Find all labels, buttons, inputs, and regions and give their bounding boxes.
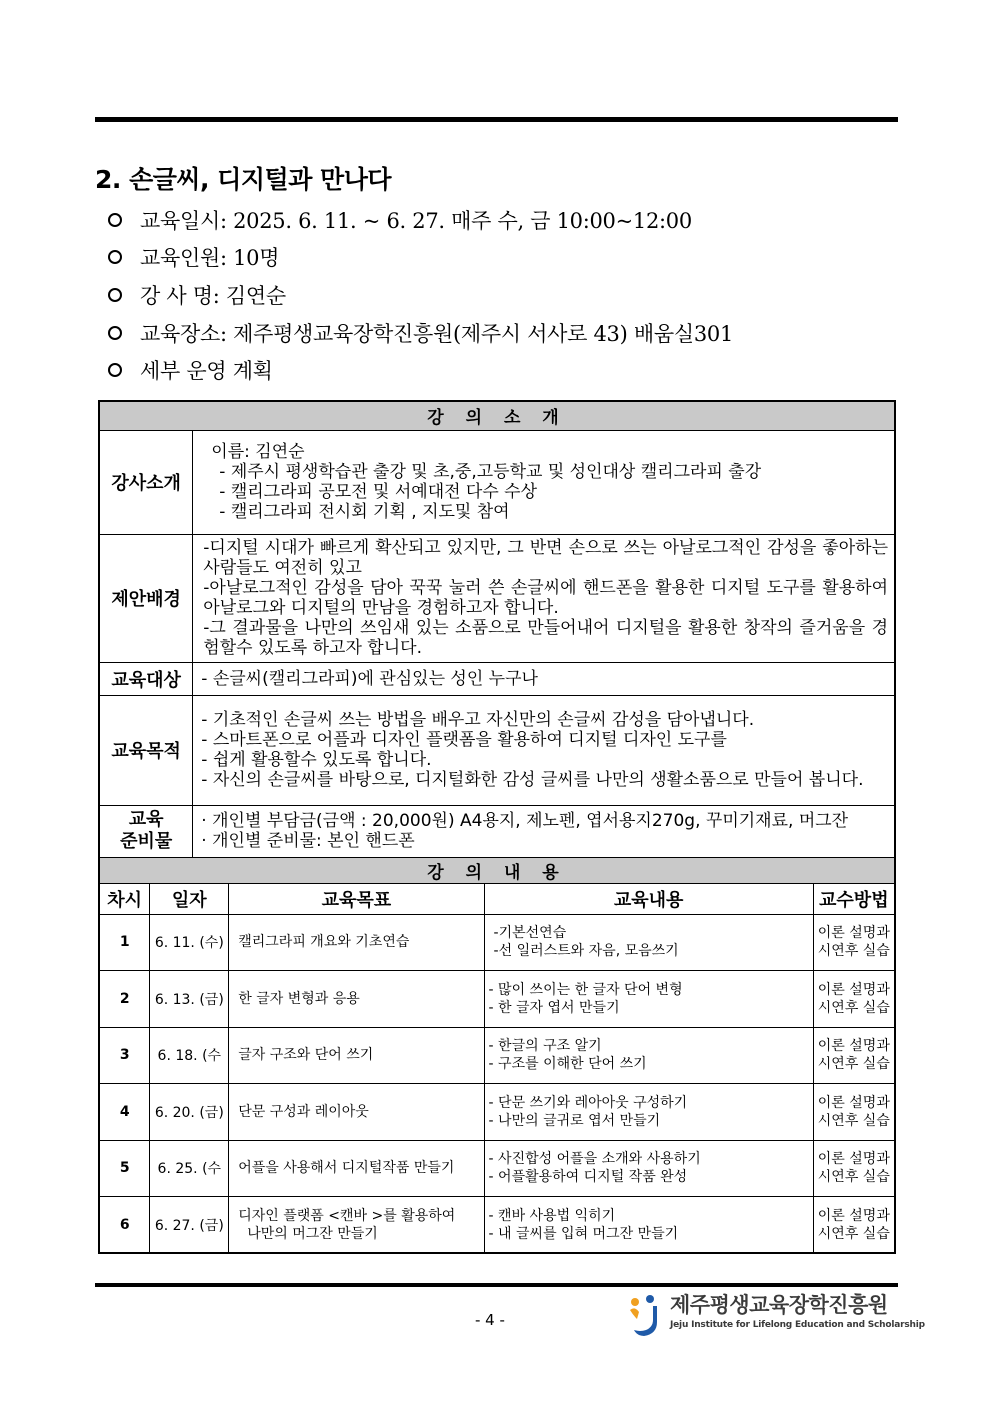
session-no: 6 [99, 1197, 150, 1254]
instructor-line: - 제주시 평생학습관 출강 및 초,중,고등학교 및 성인대상 캘리그라피 출강 [219, 462, 762, 482]
info-capacity [108, 242, 279, 272]
circle-bullet-icon [108, 213, 122, 227]
purpose-line: - 쉽게 활용할수 있도록 합니다. [201, 750, 432, 770]
session-date: 6. 27. (금) [150, 1197, 229, 1254]
header-date: 일자 [150, 883, 229, 914]
session-goal: 캘리그라피 개요와 기초연습 [229, 914, 484, 971]
info-text: 교육일시: 2025. 6. 11. ~ 6. 27. 매주 수, 금 10:00~12:00 [140, 209, 692, 233]
instructor-line: 이름: 김연순 [211, 442, 305, 462]
session-date: 6. 13. (금) [150, 971, 229, 1028]
session-content [484, 1140, 813, 1197]
session-goal: 어플을 사용해서 디지털작품 만들기 [229, 1140, 484, 1197]
materials-content [193, 805, 895, 857]
session-goal: 한 글자 변형과 응용 [229, 971, 484, 1028]
info-text: 교육인원: 10명 [140, 246, 280, 270]
table-row [99, 1140, 895, 1197]
session-content [484, 1084, 813, 1141]
session-method [813, 1197, 895, 1254]
background-label: 제안배경 [99, 534, 193, 662]
circle-bullet-icon [108, 288, 122, 302]
instructor-label: 강사소개 [99, 430, 193, 534]
content-line: -기본선연습 [493, 925, 567, 942]
session-content [484, 971, 813, 1028]
institute-logo-icon [626, 1292, 666, 1338]
purpose-content [193, 695, 895, 805]
header-goal: 교육목표 [229, 883, 484, 914]
content-section-title: 강 의 내 용 [99, 857, 895, 883]
content-line: - 단문 쓰기와 레아아웃 구성하기 [488, 1094, 688, 1111]
session-method [813, 1084, 895, 1141]
section-heading: 2. 손글씨, 디지털과 만나다 [95, 165, 392, 194]
method-line: 시연후 실습 [817, 1225, 890, 1242]
institute-name-ko: 제주평생교육장학진흥원 [670, 1293, 888, 1317]
method-line: 이론 설명과 [817, 1151, 890, 1168]
info-text: 세부 운영 계획 [140, 359, 273, 383]
instructor-content [193, 430, 895, 534]
content-line: - 구조를 이해한 단어 쓰기 [488, 1056, 647, 1073]
session-date: 6. 20. (금) [150, 1084, 229, 1141]
course-table [98, 400, 896, 1254]
institute-logo [626, 1292, 925, 1338]
goal-line: 나만의 머그잔 만들기 [247, 1225, 378, 1242]
materials-line: · 개인별 부담금(금액 : 20,000원) A4용지, 제노펜, 엽서용지270g, 꾸미기재료, 머그잔 [201, 811, 849, 831]
materials-label [99, 805, 193, 857]
target-content [193, 662, 895, 695]
table-row [99, 1084, 895, 1141]
method-line: 이론 설명과 [817, 1207, 890, 1224]
content-line: - 내 글씨를 입혀 머그잔 만들기 [488, 1225, 679, 1242]
intro-section-title: 강 의 소 개 [99, 401, 895, 430]
session-method [813, 1140, 895, 1197]
materials-label-bottom: 준비물 [120, 831, 173, 852]
top-rule [95, 117, 898, 122]
info-instructor [108, 280, 286, 310]
method-line: 시연후 실습 [817, 943, 890, 960]
session-date: 6. 18. (수 [150, 1027, 229, 1084]
session-no: 5 [99, 1140, 150, 1197]
target-label: 교육대상 [99, 662, 193, 695]
table-row [99, 971, 895, 1028]
page-number: - 4 - [475, 1311, 505, 1329]
instructor-line: - 캘리그라피 공모전 및 서예대전 다수 수상 [219, 482, 538, 502]
goal-line: 디자인 플랫폼 <캔바 >를 활용하여 [238, 1207, 456, 1224]
session-goal: 단문 구성과 레이아웃 [229, 1084, 484, 1141]
purpose-line: - 기초적인 손글씨 쓰는 방법을 배우고 자신만의 손글씨 감성을 담아냅니다. [201, 710, 755, 730]
method-line: 이론 설명과 [817, 1094, 890, 1111]
table-row [99, 1197, 895, 1254]
header-content: 교육내용 [484, 883, 813, 914]
background-line: -아날로그적인 감성을 담아 꾹꾹 눌러 쓴 손글씨에 핸드폰을 활용한 디지털 도구를 활용하여 아날로그와 디지털의 만남을 경험하고자 합니다. [203, 578, 888, 618]
content-line: -선 일러스트와 자음, 모음쓰기 [493, 943, 679, 960]
materials-label-top: 교육 [128, 809, 164, 830]
header-method: 교수방법 [813, 883, 895, 914]
content-line: - 캔바 사용법 익히기 [488, 1207, 616, 1224]
circle-bullet-icon [108, 363, 122, 377]
background-line: -디지털 시대가 빠르게 확산되고 있지만, 그 반면 손으로 쓰는 아날로그적인 감성을 좋아하는 사람들도 여전히 있고 [203, 538, 888, 578]
session-goal: 글자 구조와 단어 쓰기 [229, 1027, 484, 1084]
session-no: 3 [99, 1027, 150, 1084]
method-line: 시연후 실습 [817, 1056, 890, 1073]
purpose-line: - 스마트폰으로 어플과 디자인 플랫폼을 활용하여 디지털 디자인 도구를 [201, 730, 727, 750]
method-line: 시연후 실습 [817, 1112, 890, 1129]
session-method [813, 971, 895, 1028]
method-line: 이론 설명과 [817, 981, 890, 998]
session-date: 6. 25. (수 [150, 1140, 229, 1197]
instructor-line: - 캘리그라피 전시회 기획 , 지도및 참여 [219, 502, 510, 522]
session-method [813, 1027, 895, 1084]
institute-name-en: Jeju Institute for Lifelong Education and Scholarship [670, 1320, 925, 1330]
background-content [193, 534, 895, 662]
session-goal [229, 1197, 484, 1254]
materials-line: · 개인별 준비물: 본인 핸드폰 [201, 831, 415, 851]
session-content [484, 1027, 813, 1084]
content-line: - 나만의 글귀로 엽서 만들기 [488, 1112, 661, 1129]
info-text: 교육장소: 제주평생교육장학진흥원(제주시 서사로 43) 배움실301 [140, 322, 734, 346]
method-line: 이론 설명과 [817, 925, 890, 942]
background-line: -그 결과물을 나만의 쓰임새 있는 소품으로 만들어내어 디지털을 활용한 창작의 즐거움을 경험할수 있도록 하고자 합니다. [203, 618, 888, 658]
session-method [813, 914, 895, 971]
method-line: 시연후 실습 [817, 1169, 890, 1186]
content-line: - 사진합성 어플을 소개와 사용하기 [488, 1151, 701, 1168]
content-line: - 한 글자 엽서 만들기 [488, 999, 620, 1016]
content-line: - 한글의 구조 알기 [488, 1038, 602, 1055]
table-row [99, 1027, 895, 1084]
info-schedule [108, 205, 692, 235]
info-location [108, 318, 733, 348]
content-line: - 많이 쓰이는 한 글자 단어 변형 [488, 981, 683, 998]
session-content [484, 914, 813, 971]
info-text: 강 사 명: 김연순 [140, 284, 286, 308]
target-line: - 손글씨(캘리그라피)에 관심있는 성인 누구나 [201, 668, 538, 689]
circle-bullet-icon [108, 250, 122, 264]
session-no: 2 [99, 971, 150, 1028]
info-plan [108, 355, 273, 385]
purpose-label: 교육목적 [99, 695, 193, 805]
header-session: 차시 [99, 883, 150, 914]
method-line: 시연후 실습 [817, 999, 890, 1016]
purpose-line: - 자신의 손글씨를 바탕으로, 디지털화한 감성 글씨를 나만의 생활소품으로 만들어 봅니다. [201, 770, 864, 790]
content-line: - 어플활용하여 디지털 작품 완성 [488, 1169, 688, 1186]
session-no: 4 [99, 1084, 150, 1141]
circle-bullet-icon [108, 326, 122, 340]
table-row [99, 914, 895, 971]
session-no: 1 [99, 914, 150, 971]
session-content [484, 1197, 813, 1254]
method-line: 이론 설명과 [817, 1038, 890, 1055]
bottom-rule [95, 1283, 898, 1287]
session-date: 6. 11. (수) [150, 914, 229, 971]
